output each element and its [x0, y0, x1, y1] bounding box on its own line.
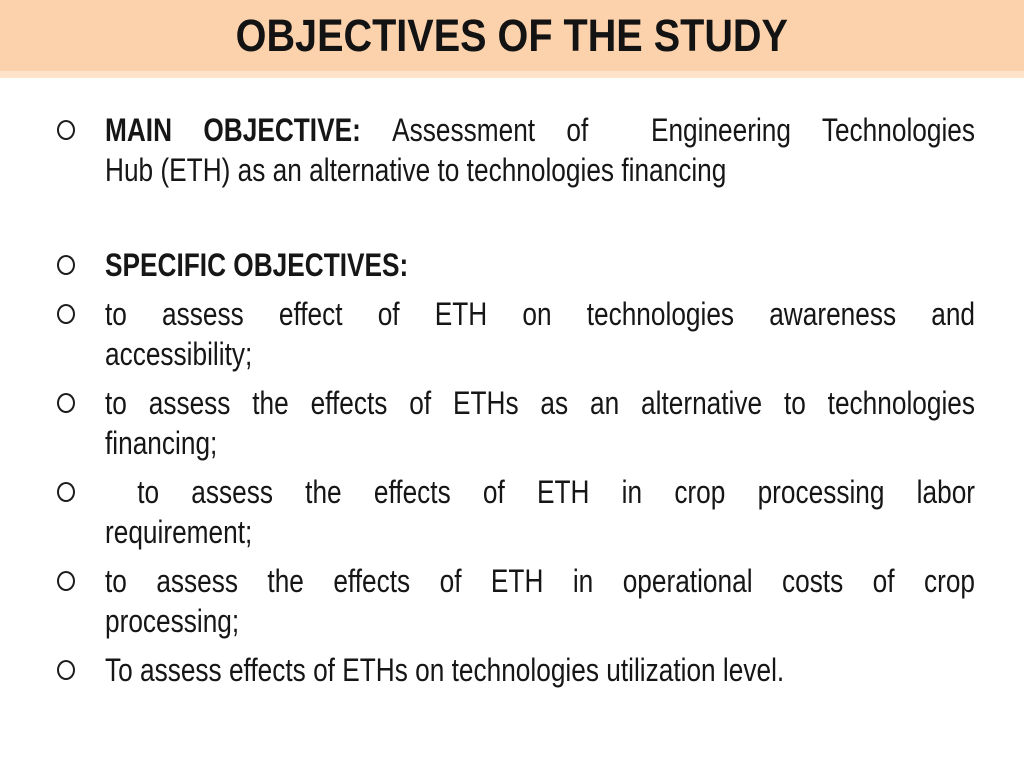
bullet-line: [105, 294, 975, 334]
bullet-circle-icon: [57, 472, 105, 552]
bold-text-run: SPECIFIC OBJECTIVES:: [105, 247, 409, 283]
circle-glyph: [57, 393, 75, 413]
bullet-line: [105, 472, 975, 512]
bullet-circle-icon: [57, 561, 105, 641]
bullet-item: [57, 472, 975, 552]
bullet-line: [105, 110, 975, 150]
bullet-circle-icon: [57, 110, 105, 190]
text-run: Hub (ETH) as an alternative to technologies financing: [105, 152, 727, 188]
bullet-text: [105, 110, 975, 190]
bullet-item: [57, 650, 975, 690]
text-run: requirement;: [105, 514, 253, 550]
bullet-item: [57, 110, 975, 190]
circle-glyph: [57, 120, 75, 140]
bullet-item: [57, 294, 975, 374]
bullet-circle-icon: [57, 650, 105, 690]
bullet-line: [105, 561, 975, 601]
bullet-item: [57, 383, 975, 463]
circle-glyph: [57, 571, 75, 591]
bullet-line: [105, 383, 975, 423]
page-title: OBJECTIVES OF THE STUDY: [235, 9, 789, 61]
bullet-text: [105, 561, 975, 641]
text-run: accessibility;: [105, 336, 253, 372]
bullet-text: [105, 383, 975, 463]
circle-glyph: [57, 255, 75, 275]
text-run: financing;: [105, 425, 218, 461]
text-run: to assess the effects of ETH in operational costs of crop: [105, 563, 976, 599]
bullet-circle-icon: [57, 294, 105, 374]
text-run: Assessment of Engineering Technologies: [360, 112, 976, 148]
banner-fade-strip: [0, 71, 1024, 78]
bullet-line: [105, 650, 975, 690]
bullet-circle-icon: [57, 383, 105, 463]
text-run: to assess the effects of ETHs as an alternative to technologies: [105, 385, 976, 421]
text-run: To assess effects of ETHs on technologies utilization level.: [105, 652, 785, 688]
circle-glyph: [57, 304, 75, 324]
bullet-line: [105, 601, 975, 641]
bullet-text: [105, 294, 975, 374]
text-run: to assess the effects of ETH in crop processing labor: [105, 474, 976, 510]
bullet-text: [105, 245, 975, 285]
bullet-line: [105, 245, 975, 285]
text-run: to assess effect of ETH on technologies awareness and: [105, 296, 976, 332]
bold-text-run: MAIN OBJECTIVE:: [105, 112, 361, 148]
circle-glyph: [57, 660, 75, 680]
bullet-text: [105, 650, 975, 690]
bullet-line: [105, 423, 975, 463]
bullet-text: [105, 472, 975, 552]
title-banner: [0, 0, 1024, 71]
bullet-item: [57, 245, 975, 285]
bullet-list: [57, 110, 975, 699]
bullet-item: [57, 561, 975, 641]
circle-glyph: [57, 482, 75, 502]
bullet-line: [105, 512, 975, 552]
bullet-line: [105, 150, 975, 190]
text-run: processing;: [105, 603, 240, 639]
bullet-circle-icon: [57, 245, 105, 285]
bullet-line: [105, 334, 975, 374]
